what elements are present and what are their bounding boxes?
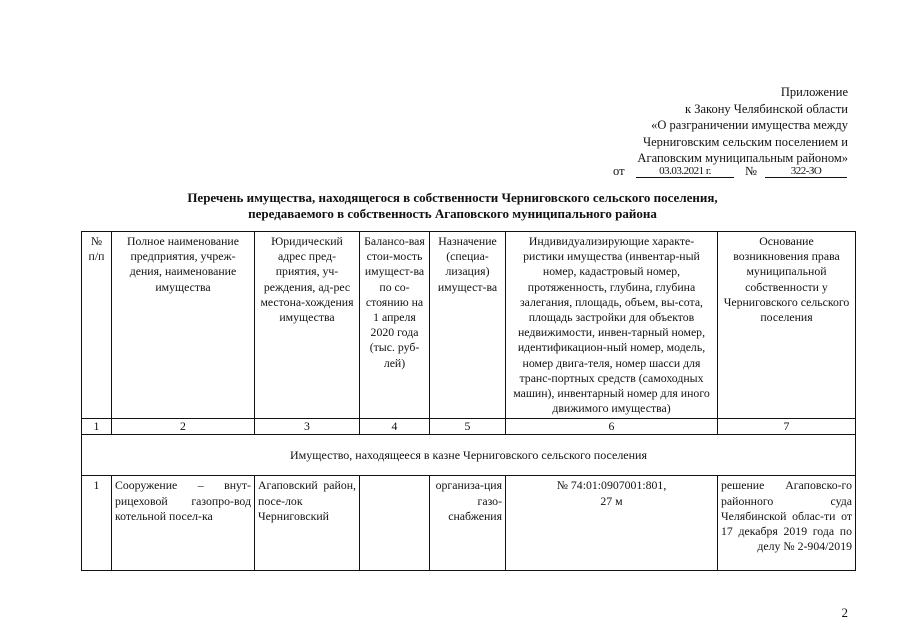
row-characteristics-line: 27 м bbox=[600, 493, 623, 508]
section-row bbox=[82, 435, 856, 476]
header-cell: Балансо-вая стои-мость имущест-ва по со-стоянию на 1 апреля 2020 года (тыс. руб-лей) bbox=[360, 232, 430, 419]
column-number: 4 bbox=[360, 419, 430, 435]
column-number: 1 bbox=[82, 419, 112, 435]
row-number: 1 bbox=[82, 476, 112, 571]
column-number: 5 bbox=[430, 419, 506, 435]
number-label: № bbox=[745, 164, 757, 178]
row-address: Агаповский район, посе-лок Черниговский bbox=[255, 476, 360, 571]
title-line-2: передаваемого в собственность Агаповского муниципального района bbox=[248, 206, 657, 221]
appendix-line: Черниговским сельским поселением и bbox=[642, 134, 848, 149]
header-cell: Основание возникновения права муниципальной собственности у Черниговского сельского поселения bbox=[718, 232, 856, 419]
header-cell: Назначение (специа-лизация) имущест-ва bbox=[430, 232, 506, 419]
row-basis: решение Агаповско-го районного суда Челябинской облас-ти от 17 декабря 2019 года по делу № 2-904/2019 bbox=[718, 476, 856, 571]
date-value: 03.03.2021 г. bbox=[636, 163, 734, 178]
column-number: 2 bbox=[112, 419, 255, 435]
number-value: 322-ЗО bbox=[765, 163, 847, 178]
row-name: Сооружение – внут-рицеховой газопро-вод котельной посел-ка bbox=[112, 476, 255, 571]
page-number: 2 bbox=[841, 605, 848, 620]
row-characteristics-line: № 74:01:0907001:801, bbox=[556, 478, 667, 493]
header-cell: Индивидуализирующие характе-ристики имущества (инвентар-ный номер, кадастровый номер, протяженность, глубина, глубина залегания, площадь, объем, вы-сота, площадь застройки для объектов недвижимости, инвен-тарный номер, идентификацион-ный номер, модель, номер двига-теля, номер шасси для транс-портных средств (самоходных машин), инвентарный номер для иного движимого имущества) bbox=[506, 232, 718, 419]
table-header-row bbox=[82, 232, 856, 419]
row-characteristics bbox=[506, 476, 718, 571]
column-number-row bbox=[82, 419, 856, 435]
date-label: от bbox=[613, 164, 625, 178]
appendix-line: Агаповским муниципальным районом» bbox=[637, 151, 848, 165]
section-title: Имущество, находящееся в казне Черниговского сельского поселения bbox=[82, 435, 856, 476]
appendix-block bbox=[548, 84, 848, 167]
appendix-line: к Закону Челябинской области bbox=[685, 101, 848, 116]
document-title bbox=[80, 190, 825, 222]
appendix-line: Приложение bbox=[780, 85, 848, 99]
header-cell: Полное наименование предприятия, учреж-дения, наименование имущества bbox=[112, 232, 255, 419]
property-table bbox=[81, 231, 856, 571]
row-purpose: организа-ция газо-снабжения bbox=[430, 476, 506, 571]
column-number: 6 bbox=[506, 419, 718, 435]
row-balance bbox=[360, 476, 430, 571]
column-number: 7 bbox=[718, 419, 856, 435]
table-row bbox=[82, 476, 856, 571]
header-cell: № п/п bbox=[82, 232, 112, 419]
column-number: 3 bbox=[255, 419, 360, 435]
title-line-1: Перечень имущества, находящегося в собственности Черниговского сельского поселения, bbox=[187, 190, 718, 205]
header-cell: Юридический адрес пред-приятия, уч-реждения, ад-рес местона-хождения имущества bbox=[255, 232, 360, 419]
appendix-line: «О разграничении имущества между bbox=[651, 118, 848, 132]
